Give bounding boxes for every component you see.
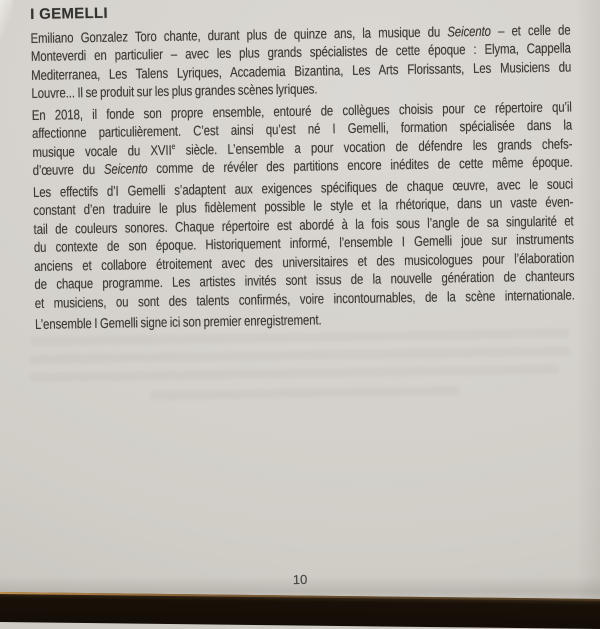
text-line: musique vocale du XVIIe siècle. L’ensemble a pour vocation de défendre les grands chefs- — [32, 135, 573, 160]
paragraph — [33, 172, 600, 312]
text-line: constant d’en traduire le plus fidèlement possible le style et la rhétorique, dans un vaste éven- — [33, 193, 574, 218]
paragraph — [32, 95, 600, 179]
text-line: du contexte de son époque. Historiquement informé, l’ensemble I Gemelli joue sur instruments — [33, 230, 574, 255]
text-line: Monteverdi en particulier – avec les plus grands spécialistes de cette époque : Elyma, Cappella — [30, 39, 571, 64]
text-line: affectionne particulièrement. C’est ainsi qu’est né I Gemelli, formation spécialisée dans la — [31, 116, 573, 141]
reverse-side-ghost-line — [30, 347, 570, 364]
reverse-side-ghost-line — [150, 386, 460, 400]
page-title: I GEMELLI — [30, 4, 109, 23]
page-content — [30, 0, 600, 336]
booklet-edge-highlight — [0, 592, 600, 601]
text-line: tail de couleurs sonores. Chaque répertoire est abordé à la fois sous l’angle de sa singularité et — [33, 211, 574, 237]
page-corner-highlight — [0, 0, 14, 56]
reverse-side-ghost-line — [30, 365, 560, 382]
text-line: En 2018, il fonde son propre ensemble, entouré de collègues choisis pour ce répertoire qu’il — [31, 98, 572, 123]
text-line: Louvre... Il se produit sur les plus grandes scènes lyriques. — [31, 80, 318, 101]
text-line: L’ensemble I Gemelli signe ici son premier enregistrement. — [34, 311, 322, 332]
paragraph — [30, 18, 600, 102]
paragraphs — [30, 18, 600, 333]
booklet-bottom-edge — [0, 592, 600, 629]
text-line: de chaque programme. Les artistes invités sont issus de la nouvelle génération de chanteurs — [34, 267, 575, 292]
text-line: d’œuvre du Seicento comme de révéler des partitions encore inédites de cette même époque. — [32, 153, 573, 178]
text-line: anciens et collabore étroitement avec des universitaires et des musicologues pour l’élaboration — [34, 248, 575, 274]
text-line: Mediterranea, Les Talens Lyriques, Accademia Bizantina, Les Arts Florissants, Les Musiciens du — [31, 58, 572, 83]
text-line: et musiciens, ou sont des talents confirmés, voire incontournables, de la scène internationale. — [34, 285, 575, 311]
text-line: Emiliano Gonzalez Toro chante, durant plus de quinze ans, la musique du Seicento – et celle de — [30, 21, 571, 46]
page-number: 10 — [292, 571, 308, 588]
text-line: Les effectifs d’I Gemelli s’adaptent aux exigences spécifiques de chaque œuvre, avec le souci — [32, 174, 574, 200]
